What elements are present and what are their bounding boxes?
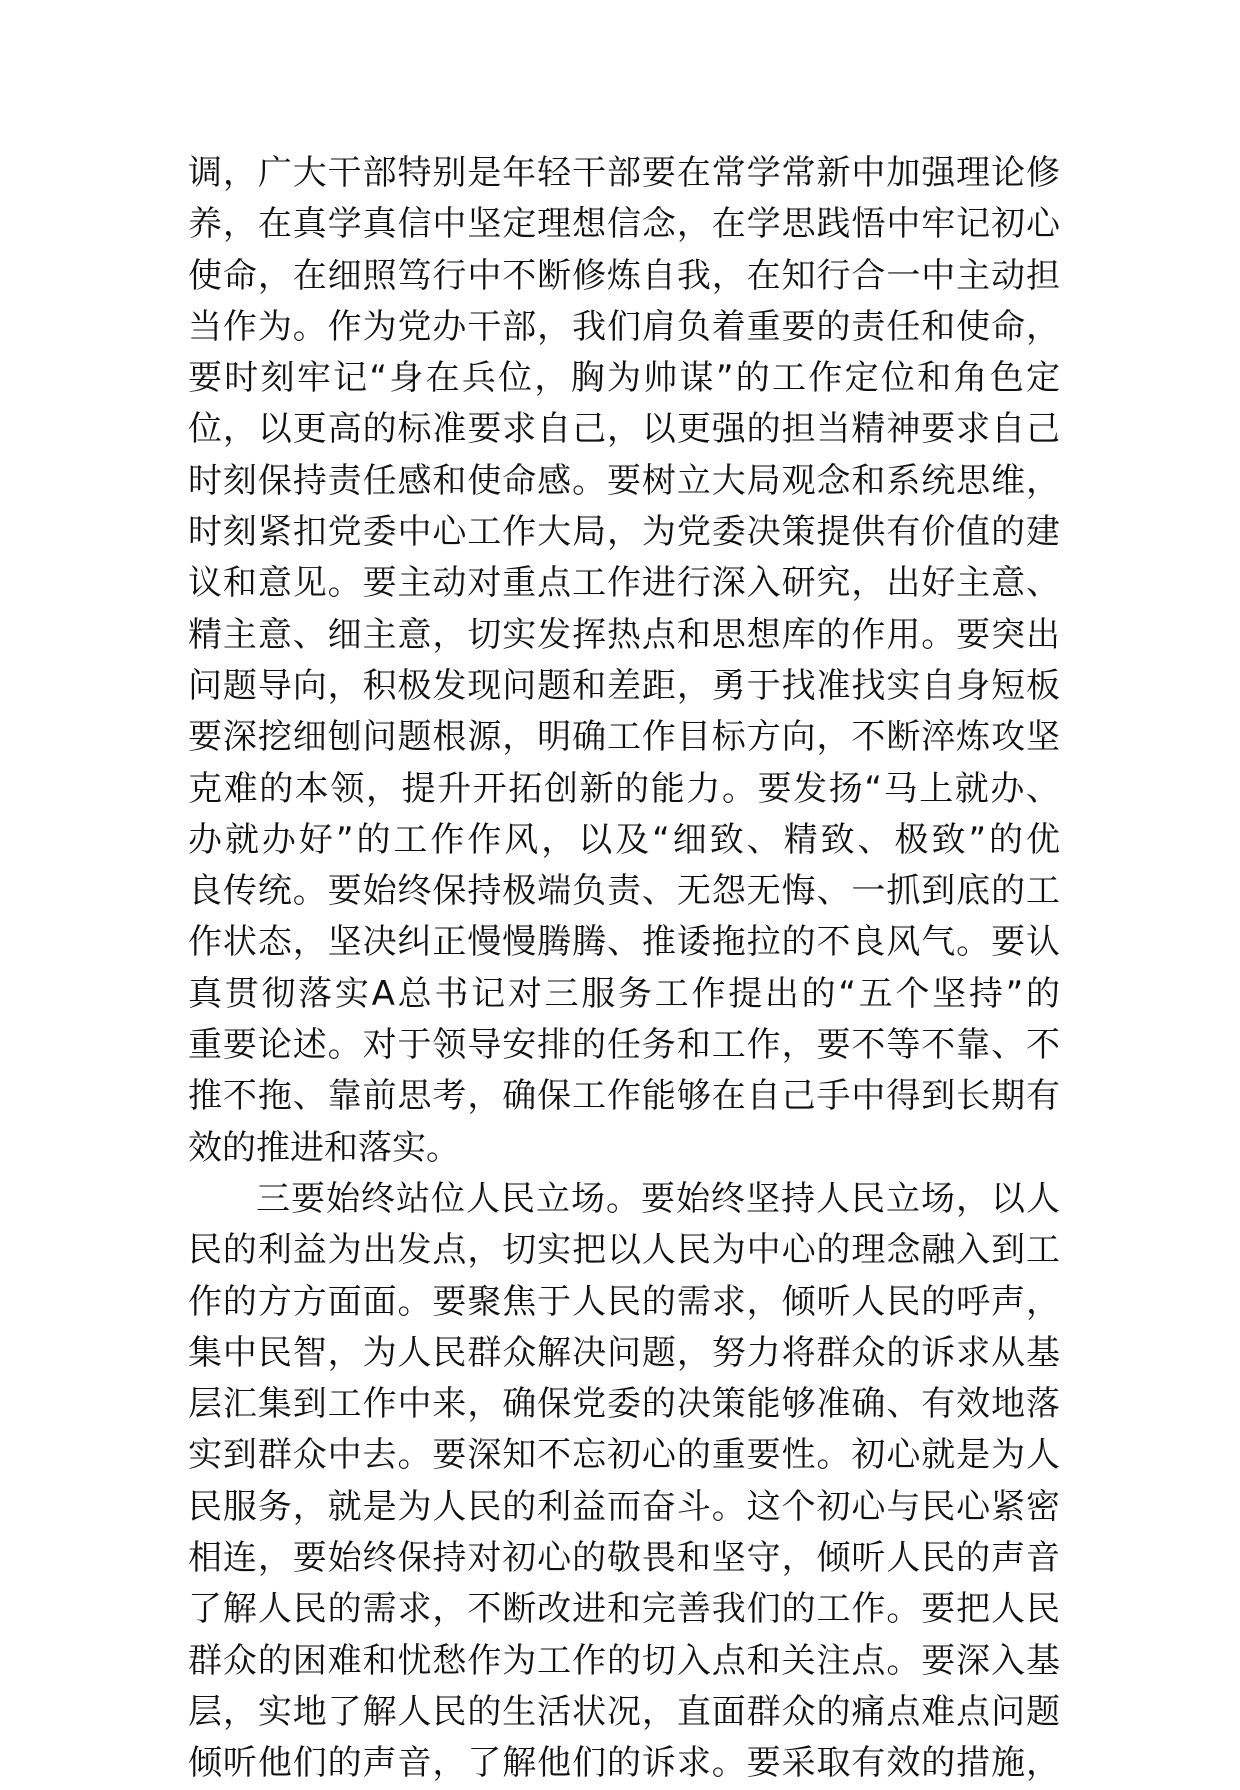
- text-line: 推不拖、靠前思考，确保工作能够在自己手中得到长期有: [188, 1076, 1060, 1117]
- text-line: 办就办好”的工作作风，以及“细致、精致、极致”的优: [188, 819, 1060, 860]
- text-line: 倾听他们的声音，了解他们的诉求。要采取有效的措施，: [188, 1743, 1060, 1784]
- text-line: 克难的本领，提升开拓创新的能力。要发扬“马上就办、: [188, 768, 1060, 809]
- text-line: 真贯彻落实A总书记对三服务工作提出的“五个坚持”的: [188, 973, 1060, 1014]
- text-line: 养，在真学真信中坚定理想信念，在学思践悟中牢记初心: [188, 204, 1060, 245]
- text-line: 重要论述。对于领导安排的任务和工作，要不等不靠、不: [188, 1025, 1060, 1066]
- body-text: [188, 148, 1060, 1790]
- paragraph-first-line: 三要始终站位人民立场。要始终坚持人民立场，以人: [256, 1178, 1060, 1219]
- text-line: 作状态，坚决纠正慢慢腾腾、推诿拖拉的不良风气。要认: [188, 922, 1060, 963]
- text-line: 效的推进和落实。: [188, 1127, 460, 1168]
- text-line: 相连，要始终保持对初心的敬畏和坚守，倾听人民的声音: [188, 1538, 1060, 1579]
- text-line: 实到群众中去。要深知不忘初心的重要性。初心就是为人: [188, 1435, 1060, 1476]
- text-line: 了解人民的需求，不断改进和完善我们的工作。要把人民: [188, 1589, 1060, 1630]
- text-line: 层汇集到工作中来，确保党委的决策能够准确、有效地落: [188, 1384, 1060, 1425]
- text-line: 位，以更高的标准要求自己，以更强的担当精神要求自己: [188, 409, 1060, 450]
- text-line: 使命，在细照笃行中不断修炼自我，在知行合一中主动担: [188, 255, 1060, 296]
- text-line: 群众的困难和忧愁作为工作的切入点和关注点。要深入基: [188, 1640, 1060, 1681]
- text-line: 民服务，就是为人民的利益而奋斗。这个初心与民心紧密: [188, 1486, 1060, 1527]
- text-line: 时刻紧扣党委中心工作大局，为党委决策提供有价值的建: [188, 512, 1060, 553]
- text-line: 良传统。要始终保持极端负责、无怨无悔、一抓到底的工: [188, 871, 1060, 912]
- text-line: 民的利益为出发点，切实把以人民为中心的理念融入到工: [188, 1230, 1060, 1271]
- text-line: 层，实地了解人民的生活状况，直面群众的痛点难点问题: [188, 1691, 1060, 1732]
- text-line: 精主意、细主意，切实发挥热点和思想库的作用。要突出: [188, 614, 1060, 655]
- text-line: 时刻保持责任感和使命感。要树立大局观念和系统思维，: [188, 460, 1060, 501]
- text-line: 问题导向，积极发现问题和差距，勇于找准找实自身短板: [188, 665, 1060, 706]
- text-line: 集中民智，为人民群众解决问题，努力将群众的诉求从基: [188, 1332, 1060, 1373]
- text-line: 作的方方面面。要聚焦于人民的需求，倾听人民的呼声，: [188, 1281, 1060, 1322]
- text-line: 要时刻牢记“身在兵位，胸为帅谋”的工作定位和角色定: [188, 358, 1060, 399]
- text-line: 当作为。作为党办干部，我们肩负着重要的责任和使命，: [188, 306, 1060, 347]
- text-line: 要深挖细刨问题根源，明确工作目标方向，不断淬炼攻坚: [188, 717, 1060, 758]
- text-line: 议和意见。要主动对重点工作进行深入研究，出好主意、: [188, 563, 1060, 604]
- text-line: 调，广大干部特别是年轻干部要在常学常新中加强理论修: [188, 153, 1060, 193]
